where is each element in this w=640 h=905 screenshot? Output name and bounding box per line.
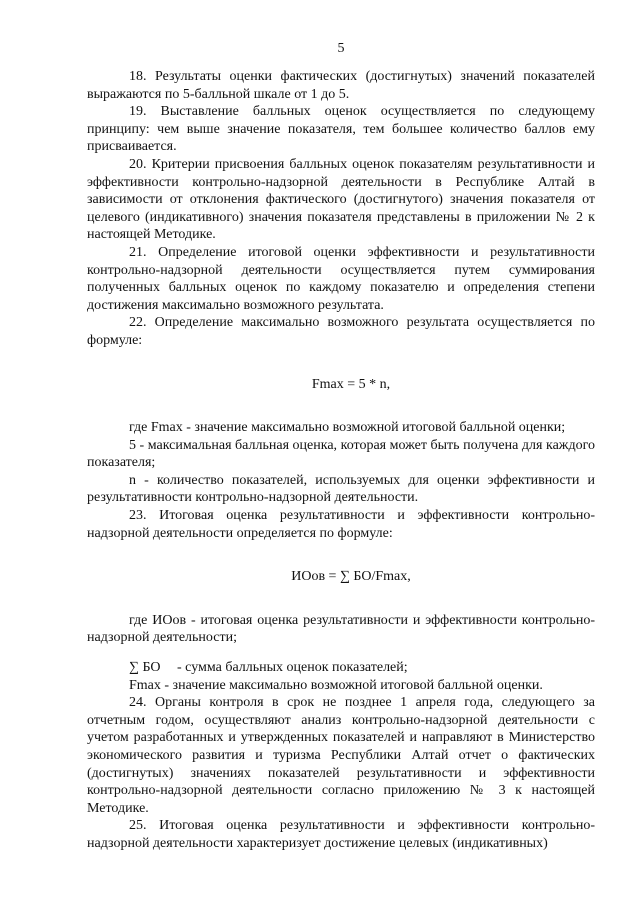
sigma-symbol: ∑ БО <box>129 660 161 676</box>
definition-io: где ИОов - итоговая оценка результативности и эффективности контрольно-надзорной деятельности; <box>87 612 595 646</box>
formula-io: ИОов = ∑ БО/Fmax, <box>291 569 411 585</box>
page-number: 5 <box>337 41 345 56</box>
paragraph-19: 19. Выставление балльных оценок осуществляется по следующему принципу: чем выше значение показателя, тем большее количество баллов ему присваивается. <box>87 104 595 155</box>
paragraph-22: 22. Определение максимально возможного результата осуществляется по формуле: <box>87 315 595 348</box>
paragraph-20: 20. Критерии присвоения балльных оценок показателям результативности и эффективности контрольно-надзорной деятельности в Республике Алтай в зависимости от отклонения фактического (достигнутого) значения показателя от целевого (индикативного) значения показателя представлены в приложении № 2 к настоящей Методике. <box>87 156 595 243</box>
paragraph-25: 25. Итоговая оценка результативности и эффективности контрольно-надзорной деятельности характеризует достижение целевых (индикативных) <box>87 818 595 851</box>
paragraph-24: 24. Органы контроля в срок не позднее 1 апреля года, следующего за отчетным годом, осуществляют анализ контрольно-надзорной деятельности с учетом разработанных и утвержденных показателей и направляют в Министерство экономического развития и туризма Республики Алтай отчет о фактических (достигнутых) значениях показателей результативности и эффективности контрольно-надзорной деятельности согласно приложению № 3 к настоящей Методике. <box>87 695 595 816</box>
definition-n: n - количество показателей, используемых для оценки эффективности и результативности контрольно-надзорной деятельности. <box>87 472 595 506</box>
document-body <box>87 68 595 853</box>
paragraph-23: 23. Итоговая оценка результативности и эффективности контрольно-надзорной деятельности определяется по формуле: <box>87 508 595 541</box>
formula-fmax: Fmax = 5 * n, <box>311 376 391 392</box>
definition-fmax-2: Fmax - значение максимально возможной итоговой балльной оценки. <box>129 677 543 693</box>
paragraph-18: 18. Результаты оценки фактических (достигнутых) значений показателей выражаются по 5-балльной шкале от 1 до 5. <box>87 69 595 102</box>
sigma-description: - сумма балльных оценок показателей; <box>177 660 408 676</box>
definition-5: 5 - максимальная балльная оценка, которая может быть получена для каждого показателя; <box>87 437 595 471</box>
paragraph-21: 21. Определение итоговой оценки эффективности и результативности контрольно-надзорной деятельности осуществляется путем суммирования полученных балльных оценок по каждому показателю и определения степени достижения максимально возможного результата. <box>87 244 595 313</box>
definition-sigma <box>87 659 595 677</box>
definition-fmax: где Fmax - значение максимально возможной итоговой балльной оценки; <box>129 420 566 436</box>
